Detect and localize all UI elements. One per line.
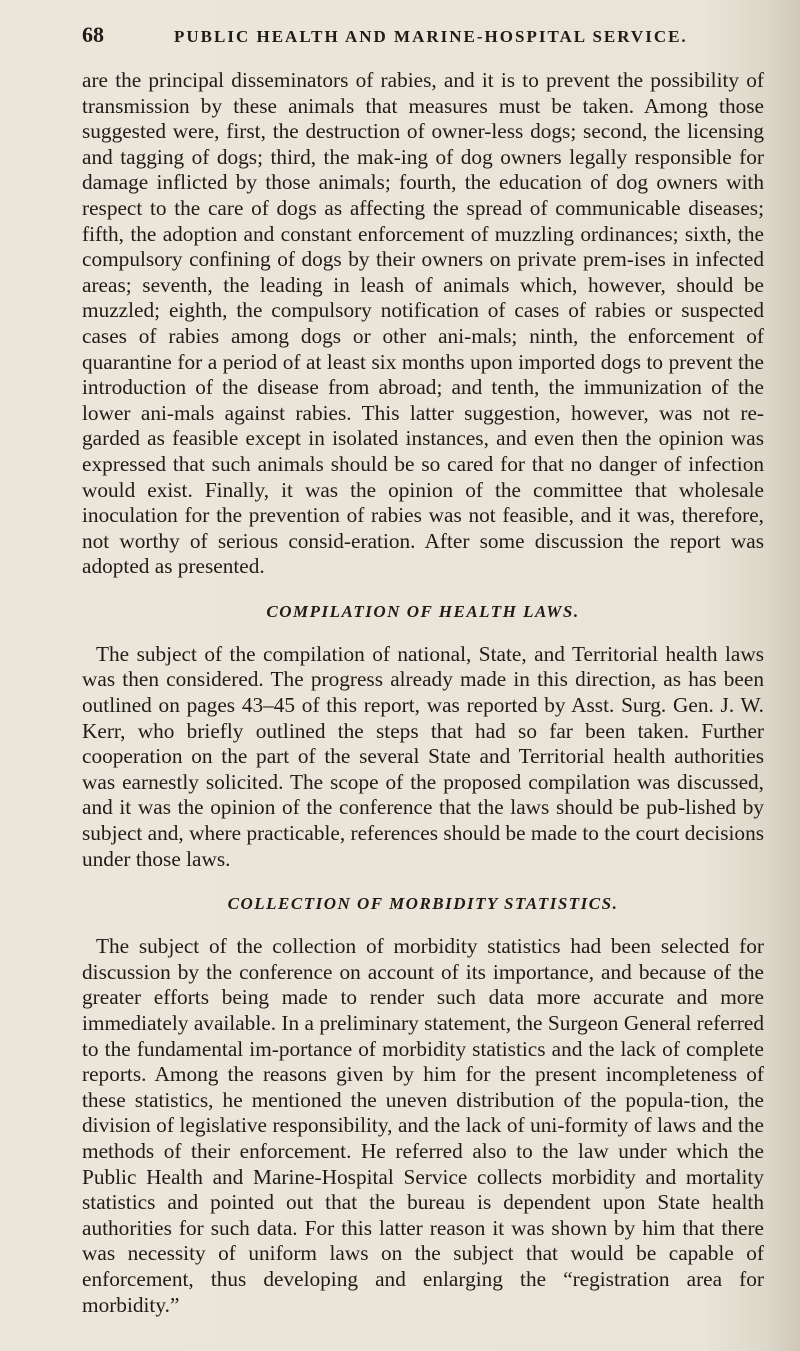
paragraph-compilation-health-laws: The subject of the compilation of national, State, and Territorial health laws was then considered. The progress already made in this direction, as has been outlined on pages 43–45 of this report, was reported by Asst. Surg. Gen. J. W. Kerr, who briefly outlined the steps that had so far been taken. Further cooperation on the part of the several State and Territorial health authorities was earnestly solicited. The scope of the proposed compilation was discussed, and it was the opinion of the conference that the laws should be pub-lished by subject and, where practicable, references should be made to the court decisions under those laws. xyxy=(82,641,764,871)
paragraph-morbidity-statistics: The subject of the collection of morbidity statistics had been selected for discussion by the conference on account of its importance, and because of the greater efforts being made to render such data more accurate and more immediately available. In a preliminary statement, the Surgeon General referred to the fundamental im-portance of morbidity statistics and the lack of complete reports. Among the reasons given by him for the present incompleteness of these statistics, he mentioned the uneven distribution of the popula-tion, the division of legislative responsibility, and the lack of uni-formity of laws and the methods of their enforcement. He referred also to the law under which the Public Health and Marine-Hospital Service collects morbidity and mortality statistics and pointed out that the bureau is dependent upon State health authorities for such data. For this latter reason it was shown by him that there was necessity of uniform laws on the subject that would be capable of enforcement, thus developing and enlarging the “registration area for morbidity.” xyxy=(82,934,764,1317)
section-heading-compilation: COMPILATION OF HEALTH LAWS. xyxy=(266,601,580,621)
paragraph-rabies-measures: are the principal disseminators of rabies, and it is to prevent the possibility of transmission by these animals that measures must be taken. Among those suggested were, first, the destruction of owner-less dogs; second, the licensing and tagging of dogs; third, the mak-ing of dog owners legally responsible for damage inflicted by those animals; fourth, the education of dog owners with respect to the care of dogs as affecting the spread of communicable diseases; fifth, the adoption and constant enforcement of muzzling ordinances; sixth, the compulsory confining of dogs by their owners on private prem-ises in infected areas; seventh, the leading in leash of animals which, however, should be muzzled; eighth, the compulsory notification of cases of rabies or suspected cases of rabies among dogs or other ani-mals; ninth, the enforcement of quarantine for a period of at least six months upon imported dogs to prevent the introduction of the disease from abroad; and tenth, the immunization of the lower ani-mals against rabies. This latter suggestion, however, was not re-garded as feasible except in isolated instances, and even then the opinion was expressed that such animals should be so cared for that no danger of infection would exist. Finally, it was the opinion of the committee that wholesale inoculation for the prevention of rabies was not feasible, and it was, therefore, not worthy of serious consid-eration. After some discussion the report was adopted as presented. xyxy=(82,68,764,579)
running-title: PUBLIC HEALTH AND MARINE-HOSPITAL SERVICE. xyxy=(174,27,688,46)
running-header xyxy=(82,22,762,62)
section-heading-morbidity: COLLECTION OF MORBIDITY STATISTICS. xyxy=(227,894,619,914)
page-number: 68 xyxy=(82,22,104,47)
